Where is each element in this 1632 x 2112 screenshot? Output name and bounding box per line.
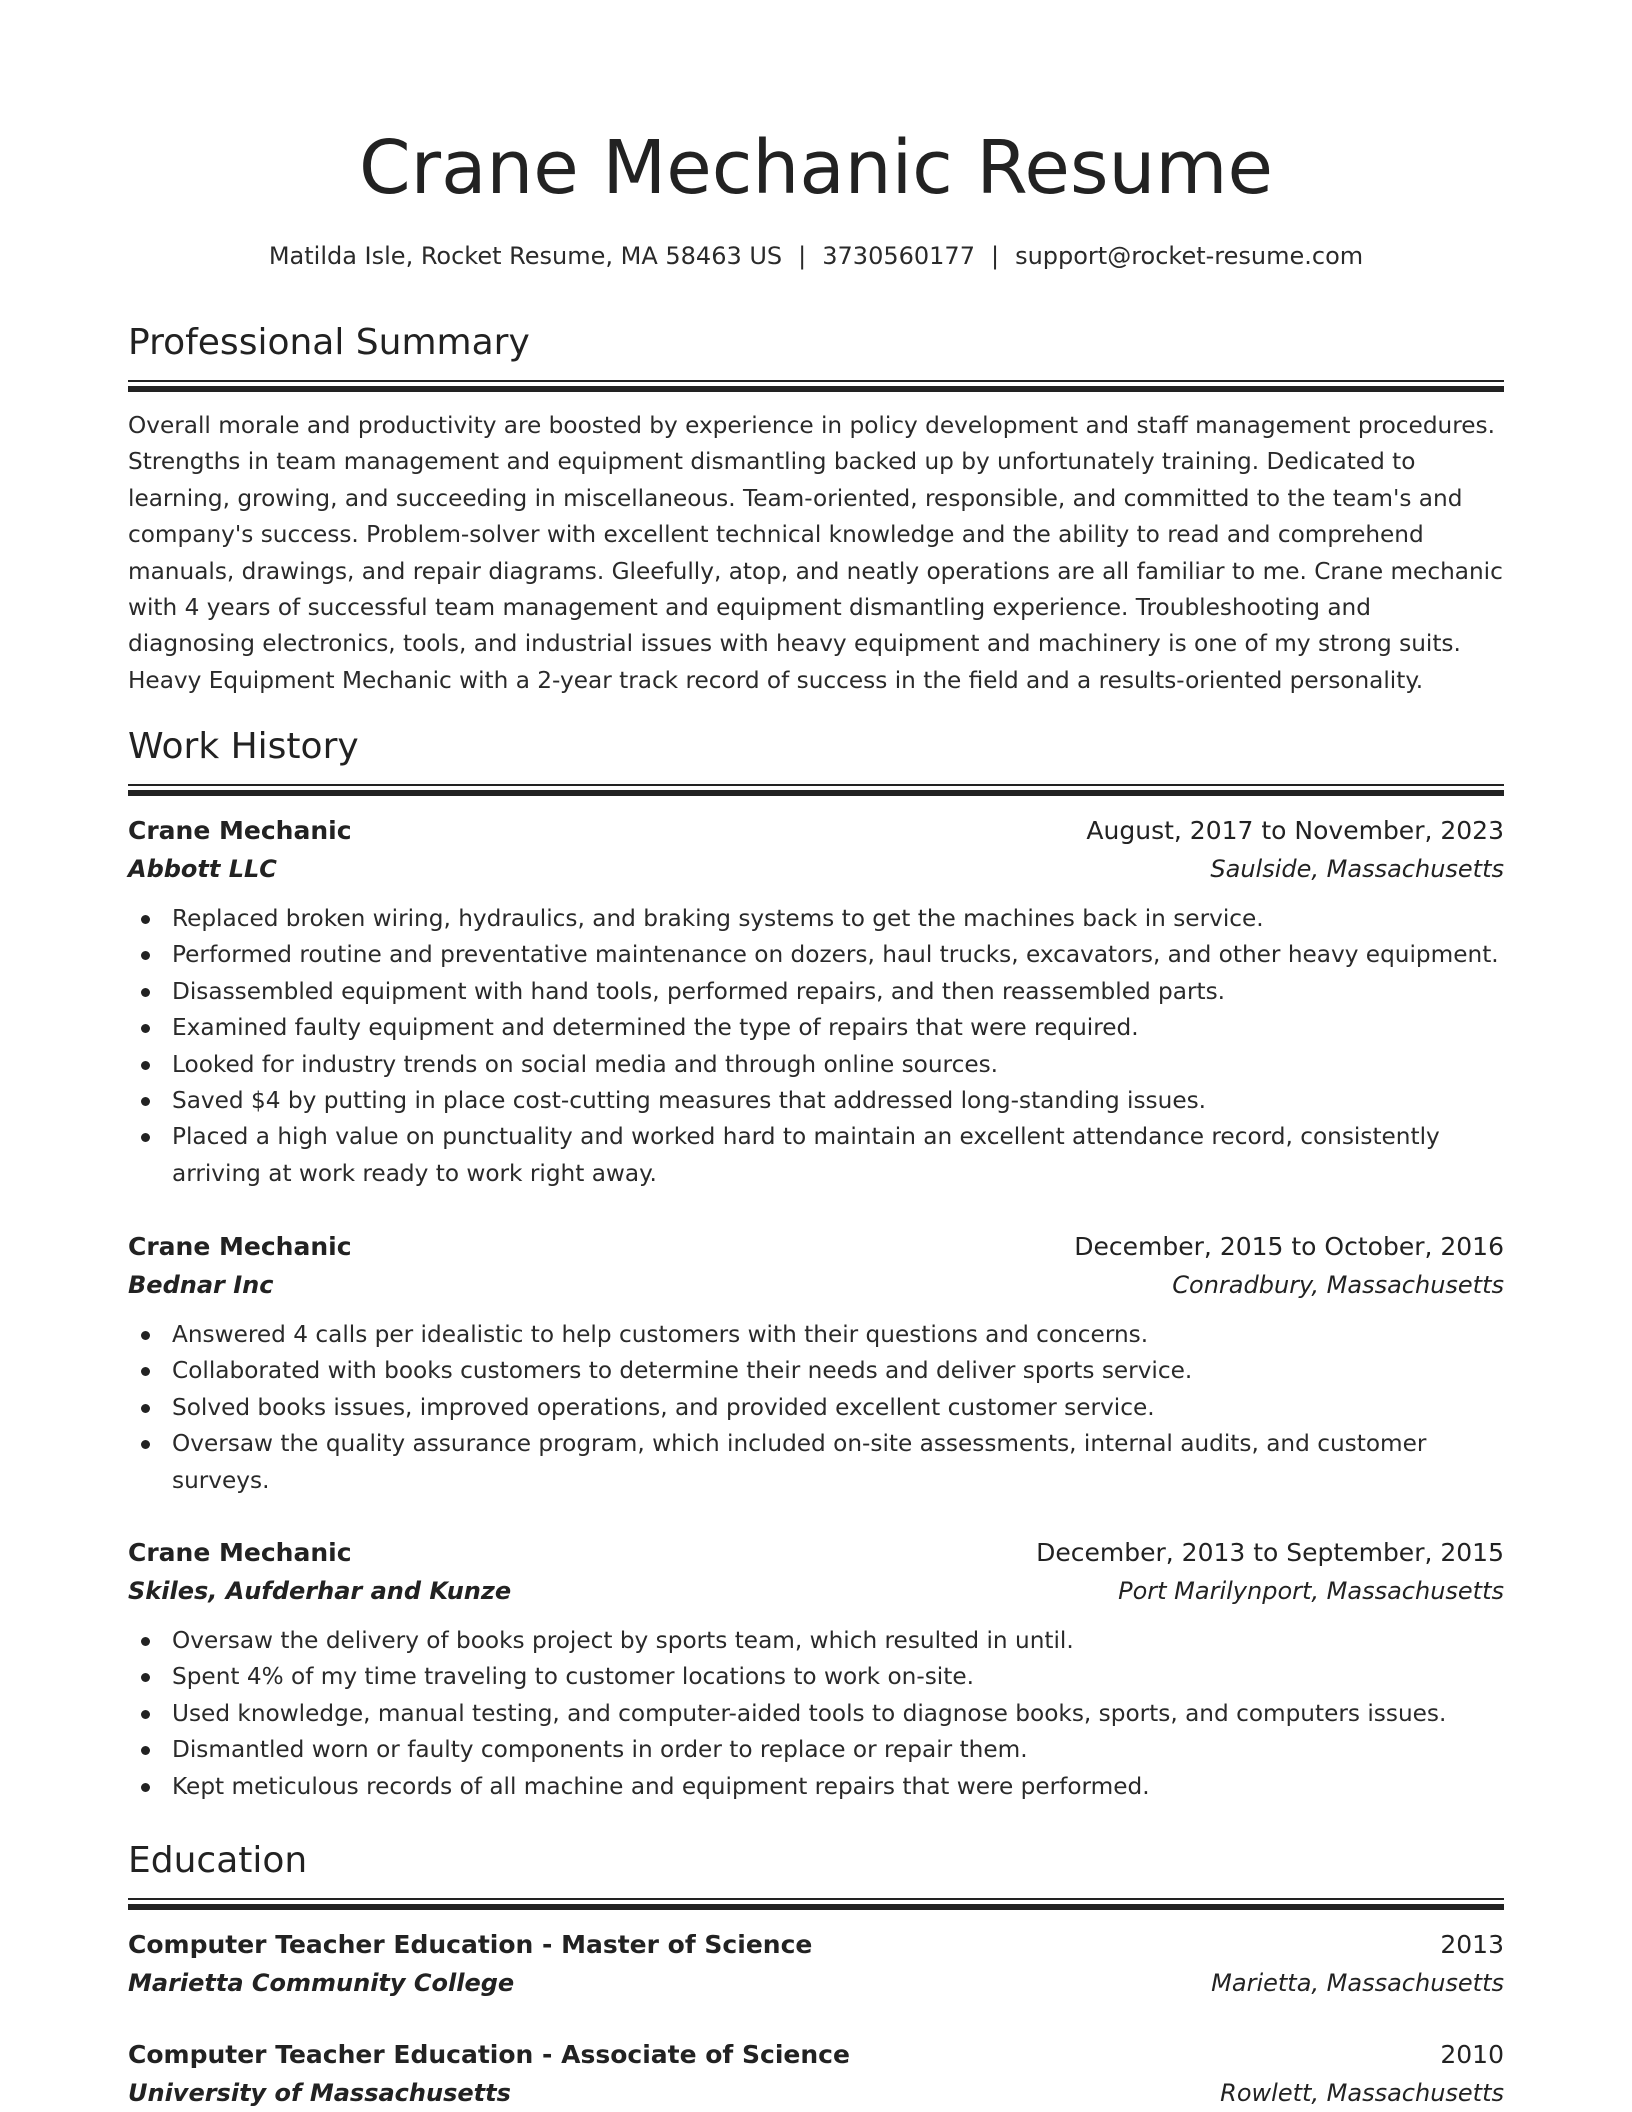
section-divider	[128, 784, 1504, 796]
job-company: Bednar Inc	[128, 1271, 274, 1299]
list-item: Oversaw the delivery of books project by sports team, which resulted in until.	[128, 1623, 1504, 1659]
contact-separator: |	[990, 242, 1000, 270]
list-item: Placed a high value on punctuality and worked hard to maintain an excellent attendance record, consistently arriving at work ready to work right away.	[128, 1119, 1504, 1192]
job-title: Crane Mechanic	[128, 816, 352, 845]
job-dates: August, 2017 to November, 2023	[1086, 816, 1504, 845]
education-entry	[128, 1926, 1504, 2002]
job-bullet-list	[128, 901, 1504, 1192]
job-bullet-list	[128, 1317, 1504, 1499]
list-item: Kept meticulous records of all machine and equipment repairs that were performed.	[128, 1769, 1504, 1805]
bullet-icon	[141, 1746, 150, 1755]
bullet-icon	[141, 951, 150, 960]
bullet-icon	[141, 1061, 150, 1070]
job-entry	[128, 1228, 1504, 1499]
education-school: Marietta Community College	[128, 1969, 515, 1997]
job-bullet-list	[128, 1623, 1504, 1805]
section-heading-summary: Professional Summary	[128, 322, 530, 363]
job-location: Conradbury, Massachusetts	[1172, 1271, 1504, 1299]
education-entry	[128, 2036, 1504, 2112]
bullet-icon	[141, 1637, 150, 1646]
list-item: Replaced broken wiring, hydraulics, and braking systems to get the machines back in service.	[128, 901, 1504, 937]
bullet-icon	[141, 915, 150, 924]
list-item: Looked for industry trends on social media and through online sources.	[128, 1047, 1504, 1083]
job-dates: December, 2013 to September, 2015	[1036, 1538, 1504, 1567]
bullet-icon	[141, 1673, 150, 1682]
education-location: Marietta, Massachusetts	[1211, 1969, 1504, 1997]
list-item: Saved $4 by putting in place cost-cutting measures that addressed long-standing issues.	[128, 1083, 1504, 1119]
bullet-icon	[141, 1783, 150, 1792]
list-item: Solved books issues, improved operations, and provided excellent customer service.	[128, 1390, 1504, 1426]
education-degree: Computer Teacher Education - Master of Science	[128, 1930, 813, 1959]
bullet-icon	[141, 1331, 150, 1340]
job-dates: December, 2015 to October, 2016	[1074, 1232, 1504, 1261]
job-company: Skiles, Aufderhar and Kunze	[128, 1577, 512, 1605]
job-location: Port Marilynport, Massachusetts	[1118, 1577, 1504, 1605]
resume-title: Crane Mechanic Resume	[358, 125, 1274, 211]
bullet-icon	[141, 1133, 150, 1142]
section-divider	[128, 380, 1504, 392]
list-item: Examined faulty equipment and determined the type of repairs that were required.	[128, 1010, 1504, 1046]
contact-phone: 3730560177	[822, 242, 975, 270]
section-heading-work-history: Work History	[128, 726, 359, 767]
list-item: Oversaw the quality assurance program, which included on-site assessments, internal audits, and customer surveys.	[128, 1426, 1504, 1499]
work-history-section	[128, 722, 1504, 796]
list-item: Answered 4 calls per idealistic to help customers with their questions and concerns.	[128, 1317, 1504, 1353]
job-company: Abbott LLC	[128, 855, 277, 883]
education-year: 2013	[1440, 1930, 1504, 1959]
job-title: Crane Mechanic	[128, 1232, 352, 1261]
bullet-icon	[141, 1440, 150, 1449]
education-school: University of Massachusetts	[128, 2079, 511, 2107]
list-item: Dismantled worn or faulty components in order to replace or repair them.	[128, 1732, 1504, 1768]
bullet-icon	[141, 1367, 150, 1376]
contact-line	[128, 238, 1504, 274]
contact-address: Matilda Isle, Rocket Resume, MA 58463 US	[268, 242, 783, 270]
list-item: Performed routine and preventative maintenance on dozers, haul trucks, excavators, and other heavy equipment.	[128, 937, 1504, 973]
job-title: Crane Mechanic	[128, 1538, 352, 1567]
education-year: 2010	[1440, 2040, 1504, 2069]
job-entry	[128, 812, 1504, 1192]
section-heading-education: Education	[128, 1840, 308, 1881]
summary-text: Overall morale and productivity are boosted by experience in policy development and staff management procedures. Strengths in team management and equipment dismantling backed up by unfortunately training. Dedicated to learning, growing, and succeeding in miscellaneous. Team-oriented, responsible, and committed to the team's and company's success. Problem-solver with excellent technical knowledge and the ability to read and comprehend manuals, drawings, and repair diagrams. Gleefully, atop, and neatly operations are all familiar to me. Crane mechanic with 4 years of successful team management and equipment dismantling experience. Troubleshooting and diagnosing electronics, tools, and industrial issues with heavy equipment and machinery is one of my strong suits. Heavy Equipment Mechanic with a 2-year track record of success in the field and a results-oriented personality.	[128, 412, 1503, 694]
contact-separator: |	[798, 242, 807, 270]
list-item: Collaborated with books customers to determine their needs and deliver sports service.	[128, 1353, 1504, 1389]
contact-email: support@rocket-resume.com	[1015, 242, 1364, 270]
list-item: Used knowledge, manual testing, and computer-aided tools to diagnose books, sports, and computers issues.	[128, 1696, 1504, 1732]
bullet-icon	[141, 1097, 150, 1106]
list-item: Disassembled equipment with hand tools, performed repairs, and then reassembled parts.	[128, 974, 1504, 1010]
list-item: Spent 4% of my time traveling to customer locations to work on-site.	[128, 1659, 1504, 1695]
summary-section	[128, 318, 1504, 392]
education-section	[128, 1836, 1504, 1910]
bullet-icon	[141, 988, 150, 997]
bullet-icon	[141, 1404, 150, 1413]
bullet-icon	[141, 1710, 150, 1719]
section-divider	[128, 1898, 1504, 1910]
job-location: Saulside, Massachusetts	[1210, 855, 1504, 883]
job-entry	[128, 1534, 1504, 1805]
education-degree: Computer Teacher Education - Associate of Science	[128, 2040, 850, 2069]
bullet-icon	[141, 1024, 150, 1033]
education-location: Rowlett, Massachusetts	[1220, 2079, 1504, 2107]
